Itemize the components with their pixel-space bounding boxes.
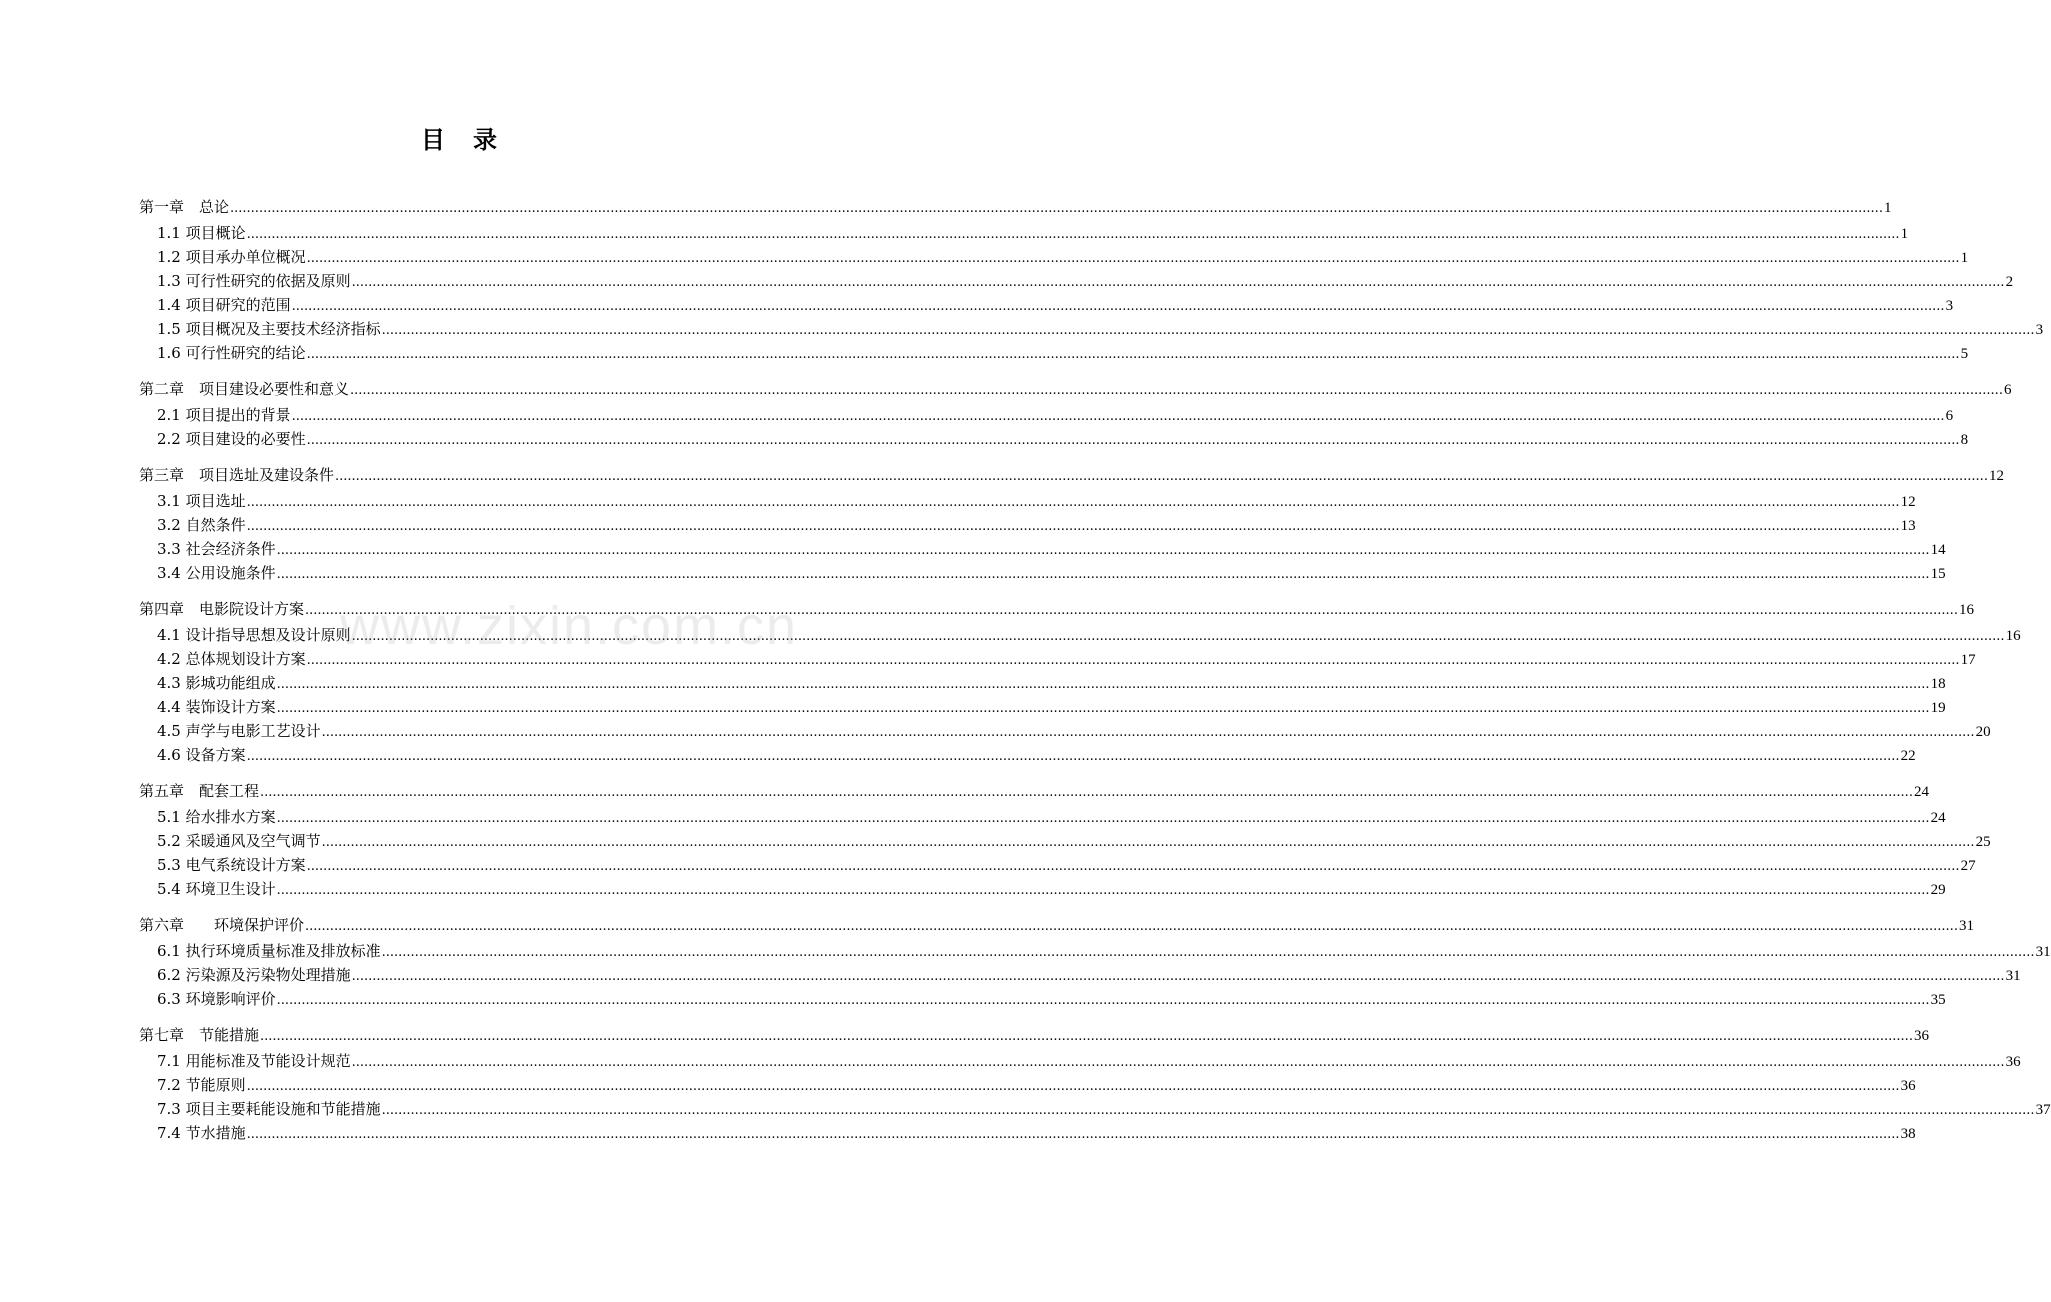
toc-dot-leader: ................................................................................................................................................................................................................................................................................................................................................................................................................ <box>306 347 1960 362</box>
toc-entry-label: 3.4 公用设施条件 <box>157 564 276 582</box>
toc-section-entry[interactable] <box>139 743 1916 767</box>
toc-dot-leader: ................................................................................................................................................................................................................................................................................................................................................................................................................ <box>246 495 1900 510</box>
toc-page-number: 13 <box>1900 518 1916 534</box>
toc-section-entry[interactable] <box>139 561 1946 585</box>
toc-dot-leader: ................................................................................................................................................................................................................................................................................................................................................................................................................ <box>321 835 1975 850</box>
toc-page-number: 17 <box>1960 652 1976 668</box>
toc-entry-label: 1.6 可行性研究的结论 <box>157 344 306 362</box>
toc-entry-label: 第一章 总论 <box>139 198 230 216</box>
toc-dot-leader: ................................................................................................................................................................................................................................................................................................................................................................................................................ <box>260 1029 1913 1044</box>
toc-dot-leader: ................................................................................................................................................................................................................................................................................................................................................................................................................ <box>350 383 2003 398</box>
toc-entry-label: 第五章 配套工程 <box>139 782 260 800</box>
toc-section-entry[interactable] <box>139 1121 1916 1145</box>
toc-section-entry[interactable] <box>139 671 1946 695</box>
toc-dot-leader: ................................................................................................................................................................................................................................................................................................................................................................................................................ <box>276 811 1930 826</box>
toc-entry-label: 7.2 节能原则 <box>157 1076 246 1094</box>
toc-entry-label: 6.1 执行环境质量标准及排放标准 <box>157 942 381 960</box>
toc-section-entry[interactable] <box>139 987 1946 1011</box>
toc-entry-label: 第二章 项目建设必要性和意义 <box>139 380 350 398</box>
toc-section-entry[interactable] <box>139 877 1946 901</box>
toc-dot-leader: ................................................................................................................................................................................................................................................................................................................................................................................................................ <box>381 945 2035 960</box>
toc-dot-leader: ................................................................................................................................................................................................................................................................................................................................................................................................................ <box>276 567 1930 582</box>
toc-entry-label: 4.6 设备方案 <box>157 746 246 764</box>
toc-dot-leader: ................................................................................................................................................................................................................................................................................................................................................................................................................ <box>321 725 1975 740</box>
toc-entry-label: 1.2 项目承办单位概况 <box>157 248 306 266</box>
toc-entry-label: 6.2 污染源及污染物处理措施 <box>157 966 351 984</box>
toc-page-number: 24 <box>1930 810 1946 826</box>
toc-chapter-entry[interactable] <box>139 912 1974 939</box>
toc-dot-leader: ................................................................................................................................................................................................................................................................................................................................................................................................................ <box>305 603 1958 618</box>
toc-page-number: 16 <box>1958 602 1974 618</box>
toc-dot-leader: ................................................................................................................................................................................................................................................................................................................................................................................................................ <box>246 1127 1900 1142</box>
toc-dot-leader: ................................................................................................................................................................................................................................................................................................................................................................................................................ <box>246 1079 1900 1094</box>
toc-page-number: 37 <box>2035 1102 2051 1118</box>
toc-entry-label: 4.4 装饰设计方案 <box>157 698 276 716</box>
toc-dot-leader: ................................................................................................................................................................................................................................................................................................................................................................................................................ <box>230 201 1883 216</box>
toc-dot-leader: ................................................................................................................................................................................................................................................................................................................................................................................................................ <box>276 701 1930 716</box>
toc-entry-label: 7.4 节水措施 <box>157 1124 246 1142</box>
toc-entry-label: 5.2 采暖通风及空气调节 <box>157 832 321 850</box>
toc-dot-leader: ................................................................................................................................................................................................................................................................................................................................................................................................................ <box>306 251 1960 266</box>
toc-page-number: 1 <box>1960 250 1969 266</box>
toc-section-entry[interactable] <box>139 269 2014 293</box>
toc-section-entry[interactable] <box>139 317 2044 341</box>
toc-page-number: 31 <box>1958 918 1974 934</box>
toc-dot-leader: ................................................................................................................................................................................................................................................................................................................................................................................................................ <box>276 993 1930 1008</box>
toc-dot-leader: ................................................................................................................................................................................................................................................................................................................................................................................................................ <box>276 543 1930 558</box>
toc-dot-leader: ................................................................................................................................................................................................................................................................................................................................................................................................................ <box>306 653 1960 668</box>
toc-page-number: 18 <box>1930 676 1946 692</box>
toc-section-entry[interactable] <box>139 1097 2051 1121</box>
toc-page-number: 27 <box>1960 858 1976 874</box>
toc-chapter-entry[interactable] <box>139 778 1929 805</box>
toc-page-number: 19 <box>1930 700 1946 716</box>
toc-page-number: 3 <box>2035 322 2044 338</box>
toc-section-entry[interactable] <box>139 513 1916 537</box>
toc-dot-leader: ................................................................................................................................................................................................................................................................................................................................................................................................................ <box>351 969 2005 984</box>
toc-entry-label: 第三章 项目选址及建设条件 <box>139 466 335 484</box>
toc-page-number: 24 <box>1913 784 1929 800</box>
toc-page-number: 12 <box>1988 468 2004 484</box>
toc-entry-label: 4.5 声学与电影工艺设计 <box>157 722 321 740</box>
page-title: 目 录 <box>421 125 499 154</box>
toc-entry-label: 2.1 项目提出的背景 <box>157 406 291 424</box>
toc-page-number: 2 <box>2005 274 2014 290</box>
toc-section-entry[interactable] <box>139 805 1946 829</box>
toc-page-number: 1 <box>1883 200 1892 216</box>
toc-section-entry[interactable] <box>139 221 1909 245</box>
toc-dot-leader: ................................................................................................................................................................................................................................................................................................................................................................................................................ <box>381 323 2035 338</box>
toc-chapter-entry[interactable] <box>139 194 1892 221</box>
toc-entry-label: 第七章 节能措施 <box>139 1026 260 1044</box>
toc-page-number: 5 <box>1960 346 1969 362</box>
toc-entry-label: 1.1 项目概论 <box>157 224 246 242</box>
toc-page-number: 15 <box>1930 566 1946 582</box>
toc-section-entry[interactable] <box>139 1049 2021 1073</box>
toc-dot-leader: ................................................................................................................................................................................................................................................................................................................................................................................................................ <box>291 409 1945 424</box>
toc-entry-label: 3.1 项目选址 <box>157 492 246 510</box>
toc-page-number: 38 <box>1900 1126 1916 1142</box>
toc-section-entry[interactable] <box>139 341 1969 365</box>
toc-section-entry[interactable] <box>139 403 1954 427</box>
toc-section-entry[interactable] <box>139 1073 1916 1097</box>
toc-dot-leader: ................................................................................................................................................................................................................................................................................................................................................................................................................ <box>276 677 1930 692</box>
toc-section-entry[interactable] <box>139 427 1969 451</box>
toc-page-number: 25 <box>1975 834 1991 850</box>
toc-page-number: 12 <box>1900 494 1916 510</box>
toc-page-number: 20 <box>1975 724 1991 740</box>
table-of-contents <box>139 194 2051 1145</box>
toc-section-entry[interactable] <box>139 537 1946 561</box>
toc-dot-leader: ................................................................................................................................................................................................................................................................................................................................................................................................................ <box>381 1103 2035 1118</box>
toc-dot-leader: ................................................................................................................................................................................................................................................................................................................................................................................................................ <box>246 749 1900 764</box>
toc-entry-label: 3.2 自然条件 <box>157 516 246 534</box>
toc-section-entry[interactable] <box>139 719 1991 743</box>
toc-dot-leader: ................................................................................................................................................................................................................................................................................................................................................................................................................ <box>306 433 1960 448</box>
toc-page-number: 8 <box>1960 432 1969 448</box>
toc-page-number: 22 <box>1900 748 1916 764</box>
toc-section-entry[interactable] <box>139 829 1991 853</box>
toc-entry-label: 5.1 给水排水方案 <box>157 808 276 826</box>
toc-dot-leader: ................................................................................................................................................................................................................................................................................................................................................................................................................ <box>276 883 1930 898</box>
toc-page-number: 3 <box>1945 298 1954 314</box>
toc-entry-label: 5.3 电气系统设计方案 <box>157 856 306 874</box>
toc-entry-label: 1.4 项目研究的范围 <box>157 296 291 314</box>
toc-page-number: 1 <box>1900 226 1909 242</box>
watermark: www.zixin.com.cn <box>340 596 799 656</box>
toc-dot-leader: ................................................................................................................................................................................................................................................................................................................................................................................................................ <box>351 275 2005 290</box>
toc-chapter-entry[interactable] <box>139 376 2012 403</box>
toc-page-number: 29 <box>1930 882 1946 898</box>
toc-page-number: 16 <box>2005 628 2021 644</box>
toc-entry-label: 4.2 总体规划设计方案 <box>157 650 306 668</box>
toc-dot-leader: ................................................................................................................................................................................................................................................................................................................................................................................................................ <box>306 859 1960 874</box>
toc-section-entry[interactable] <box>139 963 2021 987</box>
toc-entry-label: 第四章 电影院设计方案 <box>139 600 305 618</box>
toc-page-number: 6 <box>1945 408 1954 424</box>
toc-page-number: 14 <box>1930 542 1946 558</box>
toc-page-number: 35 <box>1930 992 1946 1008</box>
toc-dot-leader: ................................................................................................................................................................................................................................................................................................................................................................................................................ <box>305 919 1958 934</box>
toc-dot-leader: ................................................................................................................................................................................................................................................................................................................................................................................................................ <box>246 519 1900 534</box>
toc-entry-label: 3.3 社会经济条件 <box>157 540 276 558</box>
toc-dot-leader: ................................................................................................................................................................................................................................................................................................................................................................................................................ <box>246 227 1900 242</box>
toc-dot-leader: ................................................................................................................................................................................................................................................................................................................................................................................................................ <box>351 1055 2005 1070</box>
toc-page-number: 31 <box>2035 944 2051 960</box>
toc-dot-leader: ................................................................................................................................................................................................................................................................................................................................................................................................................ <box>291 299 1945 314</box>
toc-entry-label: 4.1 设计指导思想及设计原则 <box>157 626 351 644</box>
toc-entry-label: 7.3 项目主要耗能设施和节能措施 <box>157 1100 381 1118</box>
toc-section-entry[interactable] <box>139 695 1946 719</box>
toc-chapter-entry[interactable] <box>139 1022 1929 1049</box>
toc-page-number: 36 <box>2005 1054 2021 1070</box>
toc-section-entry[interactable] <box>139 489 1916 513</box>
toc-page-number: 36 <box>1900 1078 1916 1094</box>
toc-section-entry[interactable] <box>139 853 1976 877</box>
toc-dot-leader: ................................................................................................................................................................................................................................................................................................................................................................................................................ <box>335 469 1988 484</box>
toc-entry-label: 第六章 环境保护评价 <box>139 916 305 934</box>
toc-entry-label: 1.3 可行性研究的依据及原则 <box>157 272 351 290</box>
toc-section-entry[interactable] <box>139 293 1954 317</box>
toc-entry-label: 1.5 项目概况及主要技术经济指标 <box>157 320 381 338</box>
toc-chapter-entry[interactable] <box>139 462 2004 489</box>
toc-section-entry[interactable] <box>139 245 1969 269</box>
toc-page-number: 36 <box>1913 1028 1929 1044</box>
toc-entry-label: 7.1 用能标准及节能设计规范 <box>157 1052 351 1070</box>
toc-entry-label: 2.2 项目建设的必要性 <box>157 430 306 448</box>
toc-entry-label: 6.3 环境影响评价 <box>157 990 276 1008</box>
toc-dot-leader: ................................................................................................................................................................................................................................................................................................................................................................................................................ <box>351 629 2005 644</box>
toc-dot-leader: ................................................................................................................................................................................................................................................................................................................................................................................................................ <box>260 785 1913 800</box>
toc-page-number: 6 <box>2003 382 2012 398</box>
toc-section-entry[interactable] <box>139 939 2051 963</box>
toc-entry-label: 5.4 环境卫生设计 <box>157 880 276 898</box>
toc-entry-label: 4.3 影城功能组成 <box>157 674 276 692</box>
toc-page-number: 31 <box>2005 968 2021 984</box>
